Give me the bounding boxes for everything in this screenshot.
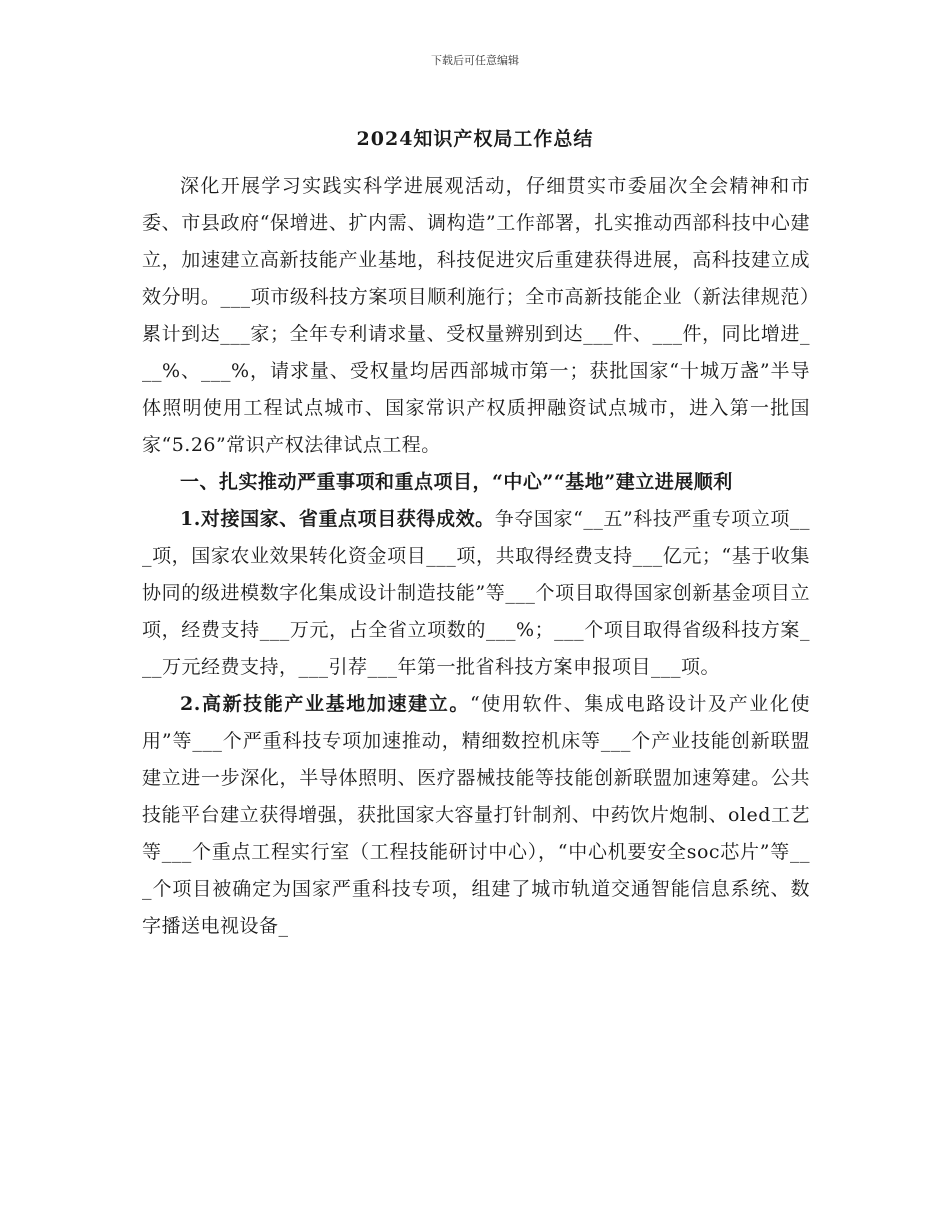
item-2-lead: 2.高新技能产业基地加速建立。	[180, 693, 470, 715]
document-body	[142, 168, 810, 945]
section-heading-1: 一、扎实推动严重事项和重点项目，“中心”“基地”建立进展顺利	[180, 471, 733, 493]
item-2-paragraph	[142, 686, 810, 945]
item-1-lead: 1.对接国家、省重点项目获得成效。	[180, 508, 495, 530]
item-2-body: “使用软件、集成电路设计及产业化使用”等___个严重科技专项加速推动，精细数控机床等___个产业技能创新联盟建立进一步深化，半导体照明、医疗器械技能等技能创新联盟加速筹建。公共技能平台建立获得增强，获批国家大容量打针制剂、中药饮片炮制、oled工艺等___个重点工程实行室（工程技能研讨中心），“中心机要安全soc芯片”等___个项目被确定为国家严重科技专项，组建了城市轨道交通智能信息系统、数字播送电视设备_	[142, 693, 811, 937]
header-note: 下载后可任意编辑	[431, 54, 519, 67]
intro-paragraph: 深化开展学习实践实科学进展观活动，仔细贯实市委届次全会精神和市委、市县政府“保增进、扩内需、调构造”工作部署，扎实推动西部科技中心建立，加速建立高新技能产业基地，科技促进灾后重建获得进展，高科技建立成效分明。___项市级科技方案项目顺利施行；全市高新技能企业（新法律规范）累计到达___家；全年专利请求量、受权量辨别到达___件、___件，同比增进___%、___%，请求量、受权量均居西部城市第一；获批国家“十城万盏”半导体照明使用工程试点城市、国家常识产权质押融资试点城市，进入第一批国家“5.26”常识产权法律试点工程。	[142, 175, 810, 456]
item-1-body: 争夺国家“__五”科技严重专项立项___项，国家农业效果转化资金项目___项，共取得经费支持___亿元；“基于收集协同的级进模数字化集成设计制造技能”等___个项目取得国家创新基金项目立项，经费支持___万元，占全省立项数的___%；___个项目取得省级科技方案___万元经费支持，___引荐___年第一批省科技方案申报项目___项。	[142, 508, 810, 678]
document-title: 2024知识产权局工作总结	[356, 128, 594, 150]
item-1-paragraph	[142, 501, 810, 686]
